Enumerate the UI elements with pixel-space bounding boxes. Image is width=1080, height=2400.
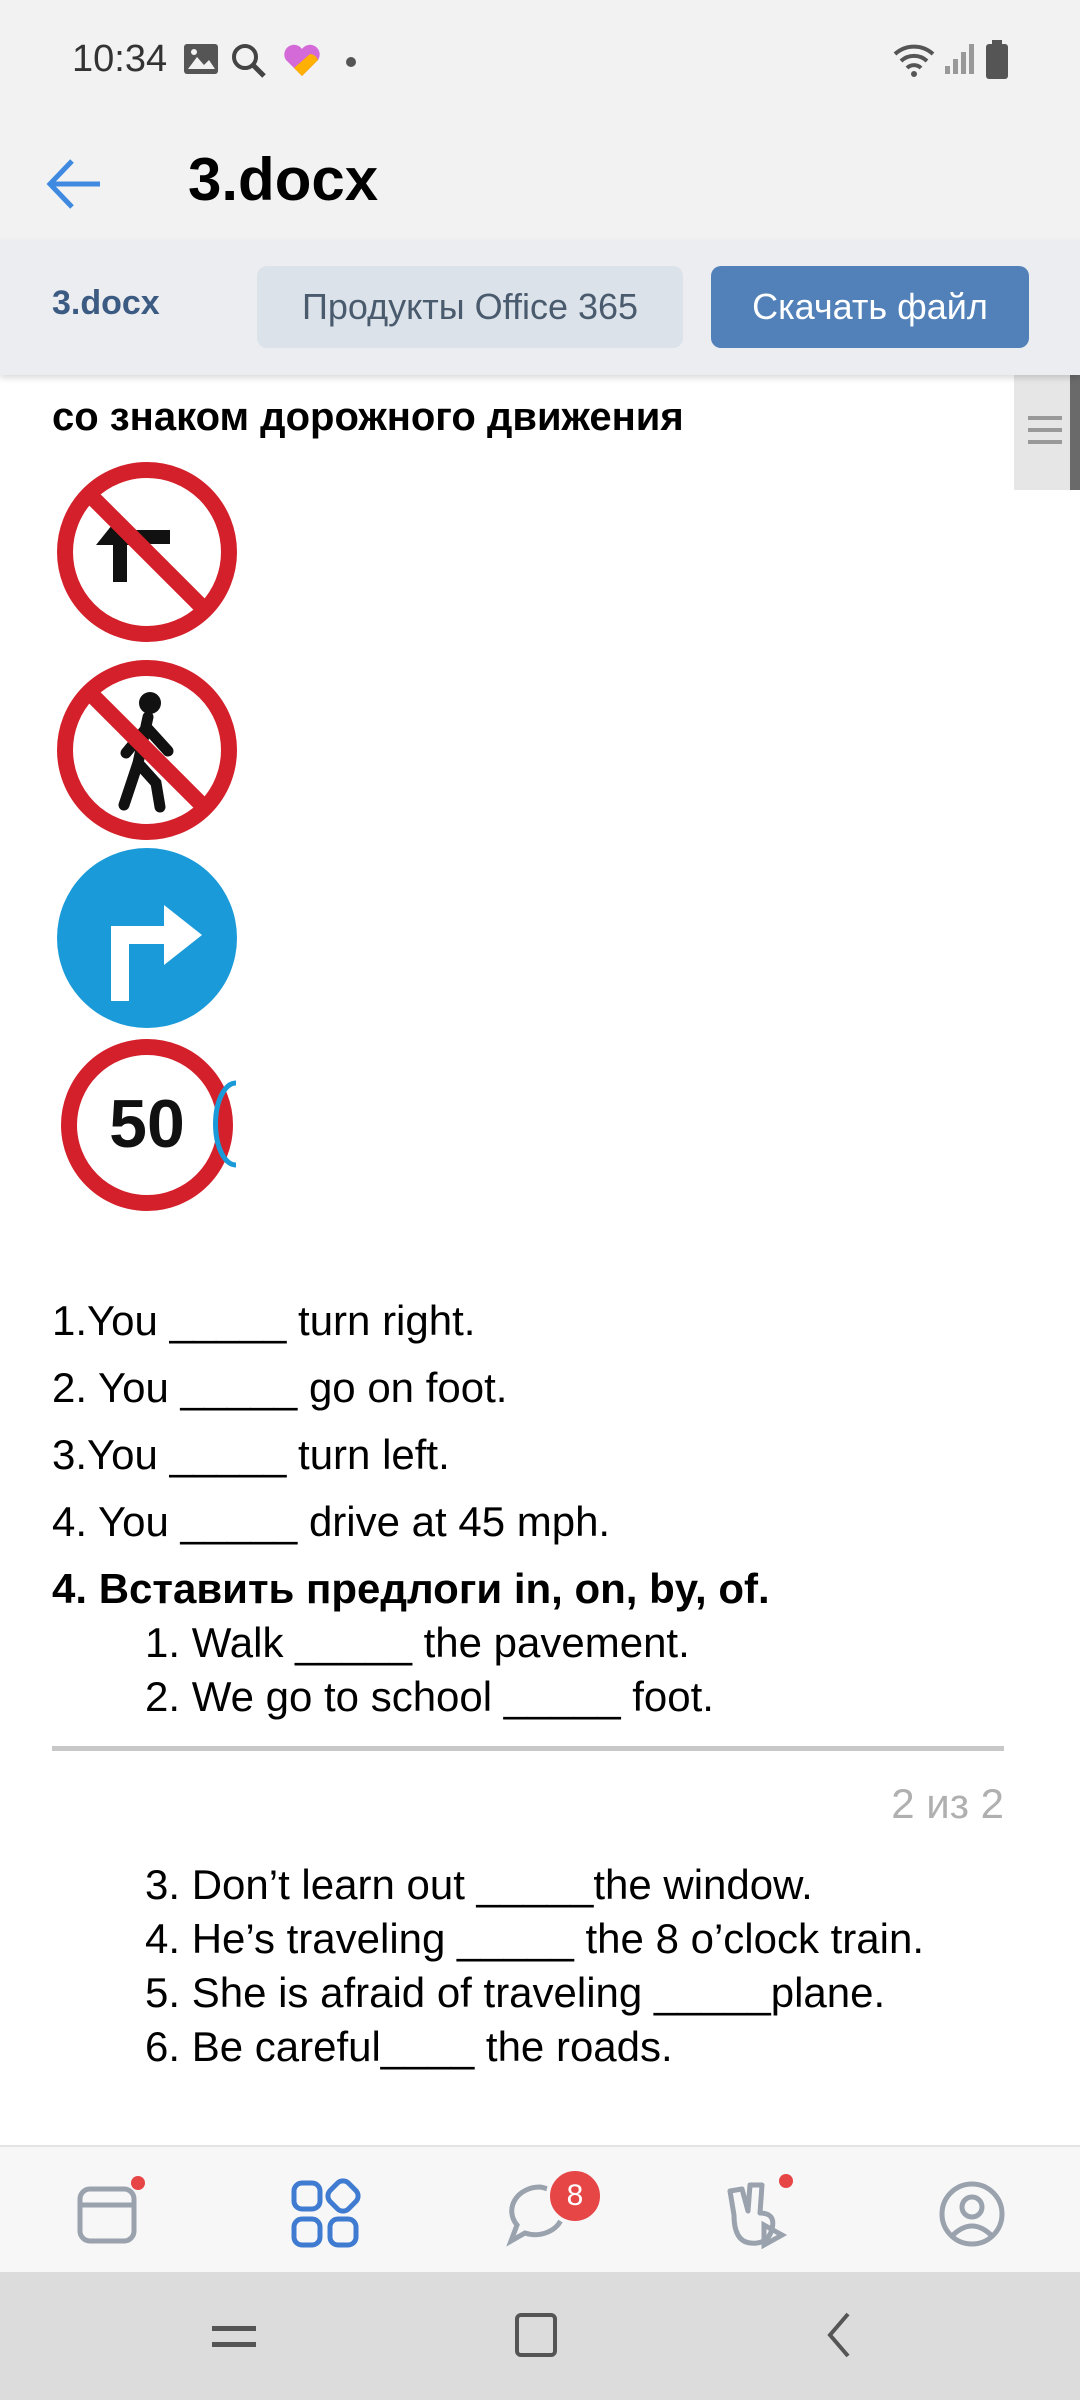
page-divider	[52, 1746, 1004, 1751]
office-365-button[interactable]: Продукты Office 365	[257, 266, 683, 348]
task4-item-5: 5. She is afraid of traveling _____plane.	[145, 1969, 886, 2016]
status-time: 10:34	[72, 38, 168, 80]
status-bar	[0, 0, 1080, 125]
speed-limit-sign	[52, 1043, 242, 1213]
services-icon[interactable]	[288, 2177, 362, 2251]
no-pedestrians-sign	[52, 655, 242, 845]
task4-heading: 4. Вставить предлоги in, on, by, of.	[52, 1565, 770, 1612]
signal-icon	[943, 42, 977, 76]
image-icon	[182, 42, 220, 76]
task4-item-4: 4. He’s traveling _____ the 8 o’clock train.	[145, 1915, 925, 1962]
task4-item-1: 1. Walk _____ the pavement.	[145, 1619, 690, 1666]
heart-icon	[282, 42, 322, 78]
newsfeed-icon[interactable]	[72, 2177, 146, 2251]
drag-lines-icon	[1028, 412, 1062, 448]
clips-icon[interactable]	[720, 2177, 794, 2251]
turn-right-sign	[52, 843, 242, 1033]
file-name-link[interactable]: 3.docx	[52, 284, 160, 322]
page-title: 3.docx	[188, 146, 379, 213]
messages-badge: 8	[546, 2167, 604, 2225]
page-indicator: 2 из 2	[891, 1780, 1004, 1827]
task3-heading: со знаком дорожного движения	[52, 395, 684, 439]
document-toolbar	[0, 240, 1080, 375]
recent-apps-icon[interactable]	[210, 2316, 258, 2356]
sentence-2: 2. You _____ go on foot.	[52, 1364, 508, 1411]
task4-item-6: 6. Be careful____ the roads.	[145, 2023, 673, 2070]
bottom-navigation	[0, 2145, 1080, 2274]
battery-icon	[985, 40, 1009, 80]
task4-item-2: 2. We go to school _____ foot.	[145, 1673, 714, 1720]
download-file-button[interactable]: Скачать файл	[711, 266, 1029, 348]
speed-limit-value: 50	[109, 1086, 185, 1162]
sentence-1: 1.You _____ turn right.	[52, 1297, 476, 1344]
back-arrow-icon[interactable]	[40, 149, 110, 219]
no-left-turn-sign	[52, 457, 242, 647]
scroll-handle[interactable]	[1014, 372, 1080, 490]
sentence-4: 4. You _____ drive at 45 mph.	[52, 1498, 611, 1545]
system-navigation-bar	[0, 2272, 1080, 2400]
dot-icon	[345, 56, 357, 68]
document-viewer[interactable]	[0, 375, 1080, 2145]
task4-item-3: 3. Don’t learn out _____the window.	[145, 1861, 813, 1908]
home-icon[interactable]	[514, 2312, 558, 2358]
wifi-icon	[893, 42, 935, 78]
back-icon[interactable]	[820, 2310, 860, 2360]
search-icon	[230, 42, 268, 80]
sentence-3: 3.You _____ turn left.	[52, 1431, 450, 1478]
app-bar	[0, 125, 1080, 240]
profile-icon[interactable]	[935, 2177, 1009, 2251]
scroll-bar	[1070, 372, 1080, 490]
